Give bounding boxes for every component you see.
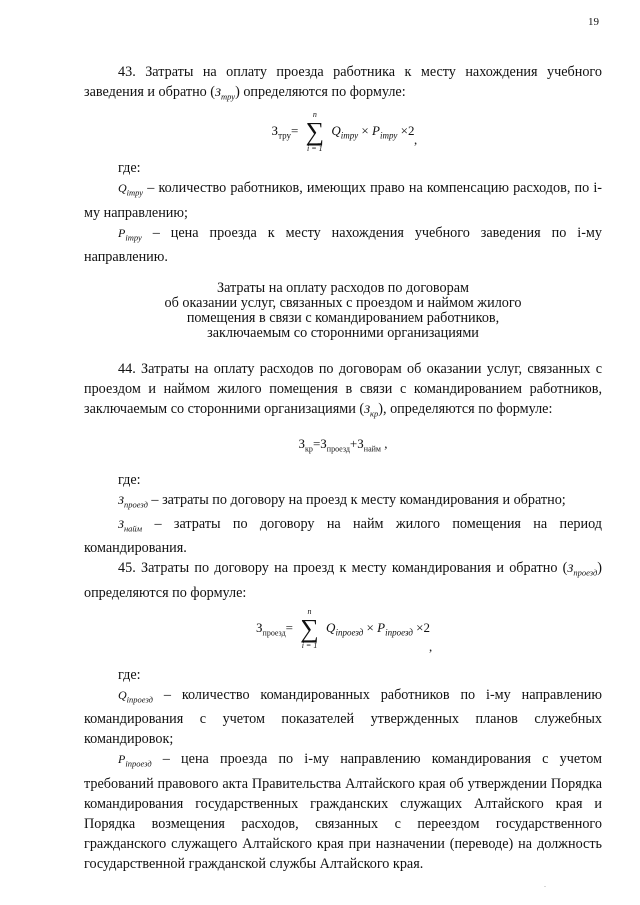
definition-z-proezd: $З_{проезд}$ – затраты по договору на проезд к месту командирования и обратно; <box>118 491 566 509</box>
formula-z-tru: $З_{тру}=$ n ∑ i = 1 $Q_{iтру} \times P_{iтру} \times 2$ , <box>271 110 418 154</box>
sum-symbol: n ∑ i = 1 <box>305 110 325 154</box>
paragraph-45: 45. Затраты по договору на проезд к месту командирования и обратно $(З_{проезд})$ определяются по формуле: <box>84 560 602 601</box>
symbol-z-proezd: $З_{проезд}$ <box>567 561 598 578</box>
formula-z-kr: $З_{кр}=З_{проезд}+З_{найм}$ , <box>298 435 388 454</box>
document-body <box>84 62 602 874</box>
definition-q-proezd: $Q_{iпроезд}$ – количество командированных работников по i-му направлению командирования с учетом показателей утвержденных планов служебных командировок; <box>84 686 602 748</box>
paragraph-44: 44. Затраты на оплату расходов по договорам об оказании услуг, связанных с проездом и наймом жилого помещения в связи с командированием работников, заключаемым со сторонними организациями $(З_{кр})$, определяются по формуле: <box>84 361 602 419</box>
where-label: где: <box>118 160 141 177</box>
where-label-3: где: <box>118 666 141 683</box>
definition-z-naym: $З_{найм}$ – затраты по договору на найм жилого помещения на период командирования. <box>84 515 602 557</box>
formula-z-proezd: $З_{проезд}=$ n ∑ i = 1 $Q_{iпроезд} \times P_{iпроезд} \times 2$ , <box>256 606 433 654</box>
corner-mark: . <box>544 880 546 889</box>
where-label-2: где: <box>118 471 141 488</box>
sum-symbol-2: n ∑ i = 1 <box>300 606 319 650</box>
section-heading: Затраты на оплату расходов по договорам об оказании услуг, связанных с проездом и наймом жилого помещения в связи с командированием работников, заключаемым со сторонними организациями <box>164 280 522 342</box>
paragraph-43: 43. Затраты на оплату проезда работника к месту нахождения учебного заведения и обратно $(З_{тру})$ определяются по формуле: <box>84 64 602 102</box>
symbol-z-kr: $З_{кр}$ <box>364 402 379 419</box>
symbol-z-tru: $З_{тру}$ <box>215 85 236 102</box>
definition-p-proezd: $P_{iпроезд}$ – цена проезда по i-му направлению командирования с учетом требований правового акта Правительства Алтайского края об утверждении Порядка командирования государственных гражданских служащих Алтайского края и Порядка возмещения расходов, связанных с переездом государственного гражданского служащего Алтайского края при назначении (переводе) на должность государственной гражданской службы Алтайского края. <box>84 751 602 872</box>
page-number: 19 <box>588 16 599 28</box>
definition-q-tru: $Q_{iтру}$ – количество работников, имеющих право на компенсацию расходов, по i-му направлению; <box>84 180 602 221</box>
definition-p-tru: $P_{iтру}$ – цена проезда к месту нахождения учебного заведения по i-му направлению. <box>84 224 602 266</box>
